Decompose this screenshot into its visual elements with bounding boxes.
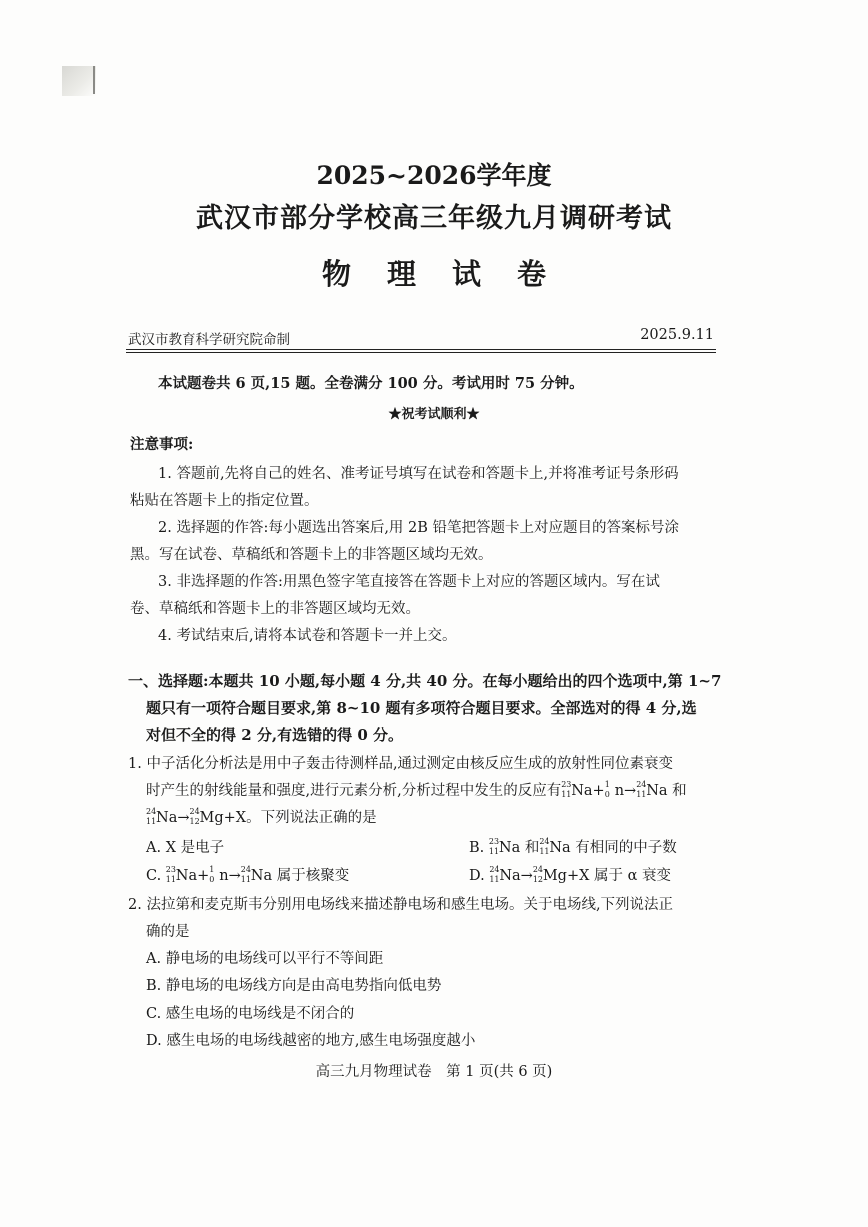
note-item: 粘贴在答题卡上的指定位置。 [130, 493, 319, 509]
stem-text: 时产生的射线能量和强度,进行元素分析,分析过程中发生的反应有 [146, 783, 562, 799]
section-heading: 一、选择题:本题共 10 小题,每小题 4 分,共 40 分。在每小题给出的四个选项中,第 1~7 [128, 672, 722, 690]
nuclide-label: 1 0 [604, 780, 610, 799]
option-d: D. 24 11 Na→ 24 12 Mg+X 属于 α 衰变 [469, 865, 672, 884]
stem-text: Na 和 [646, 783, 687, 799]
option-c: C. 感生电场的电场线是不闭合的 [146, 1006, 355, 1022]
nuclide-label: 24 11 [636, 780, 647, 799]
question-stem: 确的是 [146, 924, 190, 940]
stem-text: n→ [614, 783, 637, 799]
option-a: A. X 是电子 [146, 840, 225, 856]
nuclide-label: 1 0 [209, 865, 215, 884]
subject-char: 试 [452, 257, 482, 291]
note-item: 4. 考试结束后,请将本试卷和答题卡一并上交。 [158, 628, 457, 644]
subject-char: 卷 [517, 257, 547, 291]
nuclide-label: 24 11 [539, 837, 550, 856]
nuclide-label: 24 11 [240, 865, 251, 884]
section-heading: 题只有一项符合题目要求,第 8~10 题有多项符合题目要求。全部选对的得 4 分,选 [146, 699, 697, 717]
exam-date: 2025.9.11 [640, 327, 714, 343]
issuer: 武汉市教育科学研究院命制 [128, 332, 290, 348]
section-heading: 对但不全的得 2 分,有选错的得 0 分。 [146, 726, 403, 744]
nuclide-label: 24 11 [489, 865, 500, 884]
scan-corner-mark [62, 66, 96, 96]
page-footer: 高三九月物理试卷 第 1 页(共 6 页) [315, 1064, 553, 1080]
stem-text: Na→ [156, 810, 190, 826]
header-rule [126, 349, 716, 350]
subject-char: 理 [386, 257, 416, 291]
stem-text: Na+ [571, 783, 605, 799]
nuclide-label: 24 12 [532, 865, 543, 884]
stem-text: Mg+X。下列说法正确的是 [199, 810, 377, 826]
option-d: D. 感生电场的电场线越密的地方,感生电场强度越小 [146, 1033, 476, 1049]
note-item: 卷、草稿纸和答题卡上的非答题区域均无效。 [130, 601, 420, 617]
nuclide-label: 24 12 [189, 807, 200, 826]
header-rule [126, 352, 716, 353]
question-stem [146, 806, 377, 827]
nuclide-label: 23 11 [561, 780, 572, 799]
exam-title: 武汉市部分学校高三年级九月调研考试 [196, 203, 672, 234]
academic-year: 2025~2026学年度 [316, 161, 552, 190]
subject-title [0, 252, 868, 293]
exam-intro: 本试题卷共 6 页,15 题。全卷满分 100 分。考试用时 75 分钟。 [158, 375, 584, 392]
good-luck-line: ★祝考试顺利★ [388, 407, 480, 422]
scan-corner-edge [93, 66, 95, 94]
notes-title: 注意事项: [130, 436, 194, 453]
question-stem [146, 779, 687, 800]
nuclide-label: 23 11 [165, 865, 176, 884]
note-item: 3. 非选择题的作答:用黑色签字笔直接答在答题卡上对应的答题区域内。写在试 [158, 574, 660, 590]
question-stem: 1. 中子活化分析法是用中子轰击待测样品,通过测定由核反应生成的放射性同位素衰变 [128, 756, 674, 772]
option-b: B. 23 11 Na 和 24 11 Na 有相同的中子数 [469, 837, 677, 856]
option-b: B. 静电场的电场线方向是由高电势指向低电势 [146, 978, 442, 994]
note-item: 黑。写在试卷、草稿纸和答题卡上的非答题区域均无效。 [130, 547, 493, 563]
option-a: A. 静电场的电场线可以平行不等间距 [146, 951, 384, 967]
option-c: C. 23 11 Na+ 1 0 n→ 24 11 Na 属于核聚变 [146, 865, 350, 884]
subject-char: 物 [321, 257, 351, 291]
note-item: 2. 选择题的作答:每小题选出答案后,用 2B 铅笔把答题卡上对应题目的答案标号涂 [158, 520, 680, 536]
nuclide-label: 23 11 [488, 837, 500, 856]
question-stem: 2. 法拉第和麦克斯韦分别用电场线来描述静电场和感生电场。关于电场线,下列说法正 [128, 897, 674, 913]
note-item: 1. 答题前,先将自己的姓名、准考证号填写在试卷和答题卡上,并将准考证号条形码 [158, 466, 679, 482]
nuclide-label: 24 11 [146, 807, 157, 826]
